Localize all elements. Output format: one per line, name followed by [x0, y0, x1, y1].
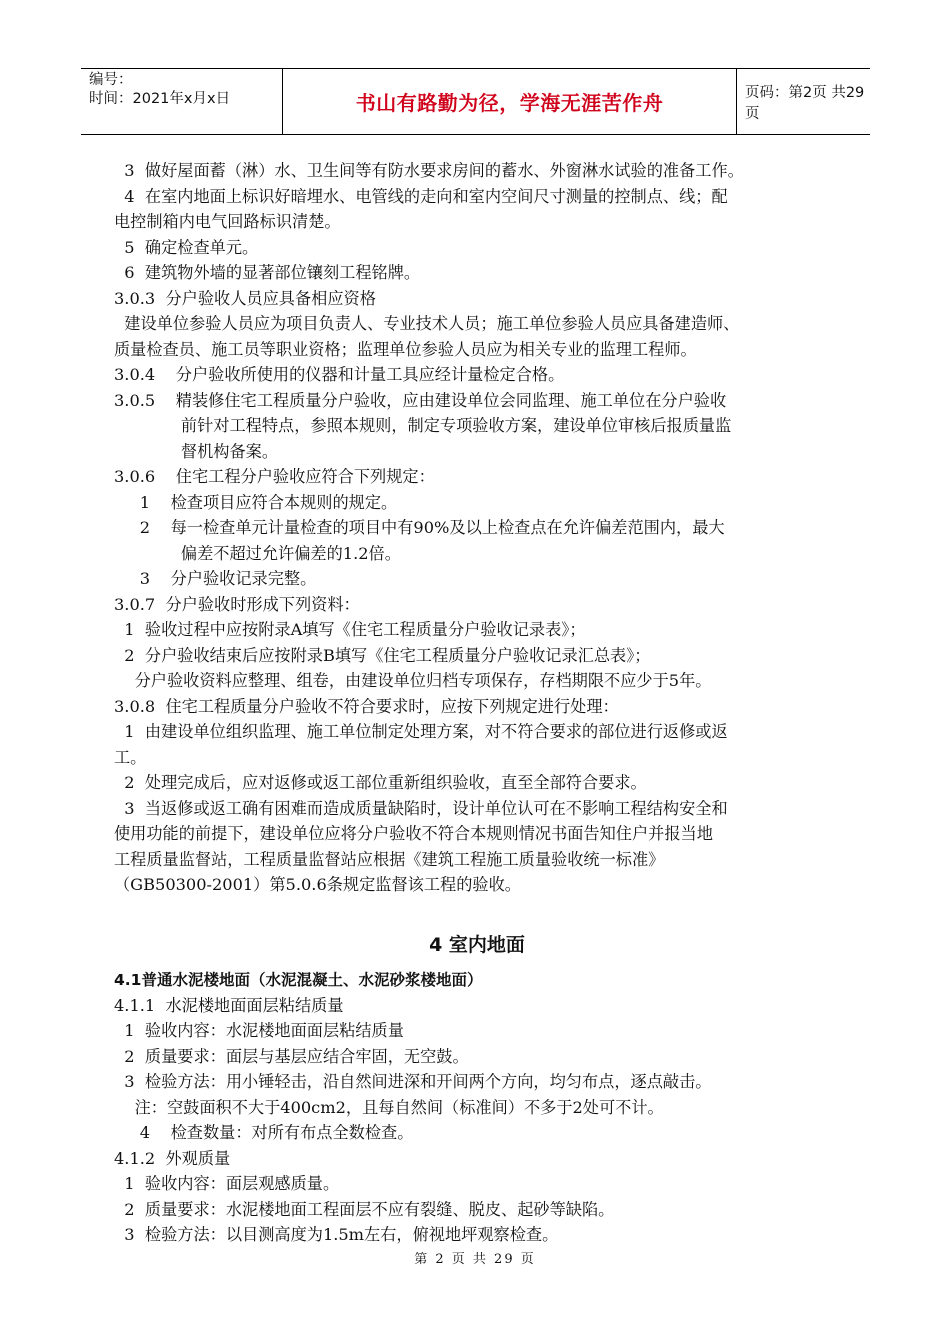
chapter-title: 4 室内地面	[429, 933, 525, 956]
text-line: 使用功能的前提下，建设单位应将分户验收不符合本规则情况书面告知住户并报当地	[114, 824, 713, 843]
text-block-section-4-1	[114, 993, 840, 1248]
text-line: 3.0.5 精装修住宅工程质量分户验收，应由建设单位会同监理、施工单位在分户验收	[114, 390, 727, 410]
text-line: 3.0.4 分户验收所使用的仪器和计量工具应经计量检定合格。	[114, 365, 565, 384]
text-line: 分户验收资料应整理、组卷，由建设单位归档专项保存，存档期限不应少于5年。	[114, 671, 712, 690]
text-line: 建设单位参验人员应为项目负责人、专业技术人员；施工单位参验人员应具备建造师、	[114, 314, 740, 333]
text-line: 1 由建设单位组织监理、施工单位制定处理方案，对不符合要求的部位进行返修或返	[114, 722, 728, 741]
text-block-requirements	[114, 158, 840, 898]
text-line: 注：空鼓面积不大于400cm2，且每自然间（标准间）不多于2处可不计。	[114, 1097, 664, 1117]
text-line: 偏差不超过允许偏差的1.2倍。	[114, 543, 401, 563]
number-label: 编号：	[89, 72, 133, 88]
text-line: 1 验收过程中应按附录A填写《住宅工程质量分户验收记录表》；	[114, 620, 586, 639]
header-motto: 书山有路勤为径，学海无涯苦作舟	[283, 69, 737, 134]
document-body	[114, 158, 840, 1248]
text-line: 前针对工程特点，参照本规则，制定专项验收方案，建设单位审核后报质量监	[114, 416, 732, 435]
text-line: 3.0.8 住宅工程质量分户验收不符合要求时，应按下列规定进行处理：	[114, 696, 619, 716]
section-title: 4.1普通水泥楼地面（水泥混凝土、水泥砂浆楼地面）	[114, 970, 483, 989]
text-line: 3.0.7 分户验收时形成下列资料：	[114, 594, 360, 614]
text-line: 3 检验方法：用小锤轻击，沿自然间进深和开间两个方向，均匀布点，逐点敲击。	[114, 1072, 712, 1091]
text-line: 3.0.6 住宅工程分户验收应符合下列规定：	[114, 467, 435, 486]
text-line: （GB50300-2001）第5.0.6条规定监督该工程的验收。	[114, 875, 521, 894]
text-line: 质量检查员、施工员等职业资格；监理单位参验人员应为相关专业的监理工程师。	[114, 339, 697, 359]
text-line: 4.1.1 水泥楼地面面层粘结质量	[114, 995, 344, 1015]
text-line: 1 验收内容：面层观感质量。	[114, 1174, 340, 1193]
text-line: 6 建筑物外墙的显著部位镶刻工程铭牌。	[114, 263, 421, 282]
text-line: 工。	[114, 747, 147, 767]
page-header	[81, 68, 870, 135]
text-line: 1 验收内容：水泥楼地面面层粘结质量	[114, 1021, 404, 1040]
text-line: 4.1.2 外观质量	[114, 1148, 231, 1168]
text-line: 3 做好屋面蓄（淋）水、卫生间等有防水要求房间的蓄水、外窗淋水试验的准备工作。	[114, 161, 744, 180]
text-line: 4 检查数量：对所有布点全数检查。	[114, 1123, 414, 1142]
header-meta	[81, 69, 283, 134]
text-line: 2 质量要求：面层与基层应结合牢固，无空鼓。	[114, 1046, 469, 1066]
text-line: 3.0.3 分户验收人员应具备相应资格	[114, 288, 376, 308]
text-line: 电控制箱内电气回路标识清楚。	[114, 212, 341, 231]
text-line: 1 检查项目应符合本规则的规定。	[114, 492, 398, 512]
text-line: 3 当返修或返工确有困难而造成质量缺陷时，设计单位认可在不影响工程结构安全和	[114, 798, 728, 818]
text-line: 2 每一检查单元计量检查的项目中有90%及以上检查点在允许偏差范围内，最大	[114, 518, 725, 537]
text-line: 督机构备案。	[114, 441, 279, 461]
text-line: 2 分户验收结束后应按附录B填写《住宅工程质量分户验收记录汇总表》；	[114, 645, 651, 665]
text-line: 3 分户验收记录完整。	[114, 569, 317, 588]
header-page-number: 页码：第2页 共29页	[745, 84, 865, 122]
text-line: 3 检验方法：以目测高度为1.5m左右，俯视地坪观察检查。	[114, 1225, 559, 1244]
text-line: 工程质量监督站，工程质量监督站应根据《建筑工程施工质量验收统一标准》	[114, 849, 665, 869]
text-line: 2 处理完成后，应对返修或返工部位重新组织验收，直至全部符合要求。	[114, 773, 647, 792]
date-label: 时间：2021年x月x日	[89, 91, 231, 107]
text-line: 5 确定检查单元。	[114, 237, 259, 257]
text-line: 4 在室内地面上标识好暗埋水、电管线的走向和室内空间尺寸测量的控制点、线；配	[114, 186, 728, 206]
page-footer: 第 2 页 共 29 页	[414, 1252, 536, 1267]
text-line: 2 质量要求：水泥楼地面工程面层不应有裂缝、脱皮、起砂等缺陷。	[114, 1199, 615, 1219]
